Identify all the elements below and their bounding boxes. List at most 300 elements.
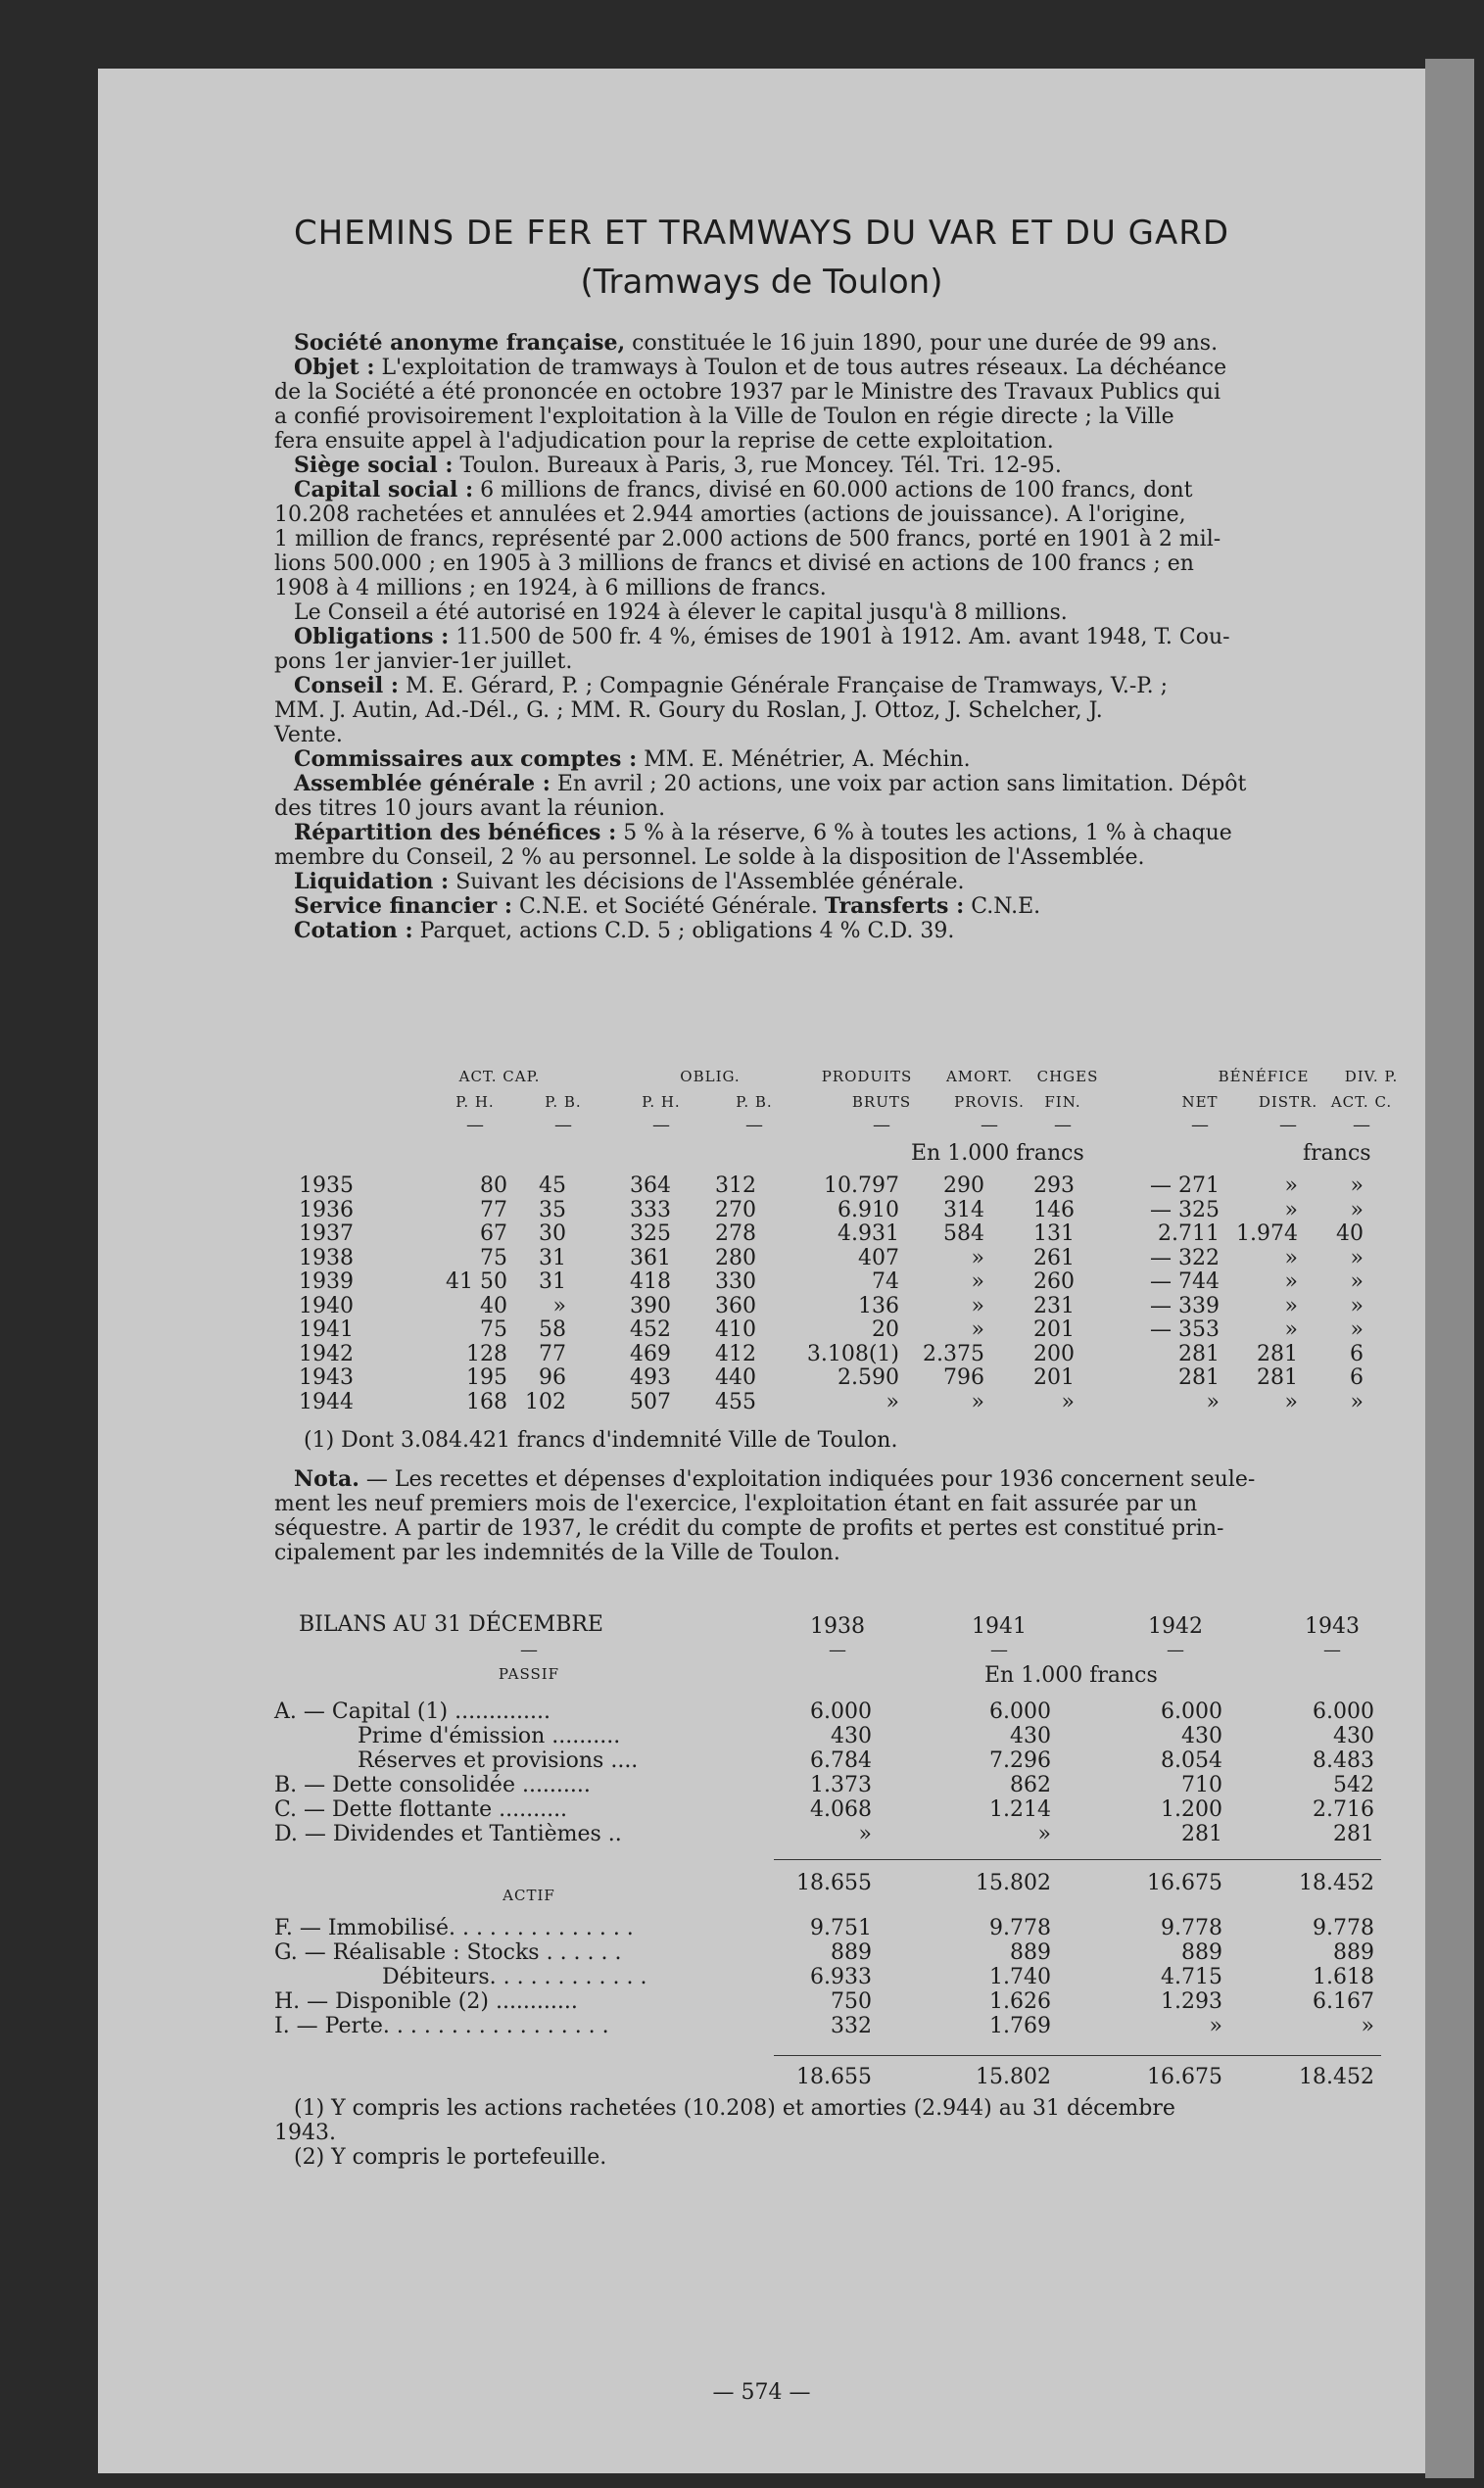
table-cell: 440 bbox=[715, 1365, 756, 1390]
table-cell: 6 bbox=[1350, 1365, 1364, 1390]
bold-label: Capital social : bbox=[294, 477, 474, 502]
table-cell: » bbox=[971, 1269, 984, 1294]
table-group-header: PRODUITS bbox=[821, 1068, 913, 1085]
company-description bbox=[274, 331, 1371, 943]
table-cell: 452 bbox=[630, 1317, 671, 1342]
text-segment: constituée le 16 juin 1890, pour une durée de 99 ans. bbox=[625, 331, 1219, 356]
table-cell: » bbox=[1284, 1245, 1298, 1270]
table-cell: » bbox=[1350, 1197, 1364, 1222]
text-segment: a confié provisoirement l'exploitation à la Ville de Toulon en régie directe ; la Ville bbox=[274, 405, 1174, 429]
row-value: 1.293 bbox=[1161, 1989, 1222, 2014]
row-label: C. — Dette flottante .......... bbox=[274, 1797, 568, 1822]
table-cell: » bbox=[1350, 1389, 1364, 1414]
total-value: 18.452 bbox=[1299, 2065, 1374, 2089]
text-line bbox=[274, 747, 1371, 772]
bold-label: Nota. bbox=[294, 1466, 359, 1492]
table-cell: » bbox=[1284, 1389, 1298, 1414]
row-label: D. — Dividendes et Tantièmes .. bbox=[274, 1822, 622, 1846]
text-line bbox=[274, 600, 1371, 625]
actif-label: ACTIF bbox=[503, 1887, 555, 1904]
table-cell: 128 bbox=[466, 1341, 507, 1366]
text-line bbox=[274, 405, 1371, 429]
text-line bbox=[274, 723, 1371, 747]
table-cell: 1941 bbox=[299, 1317, 354, 1342]
table-cell: » bbox=[1284, 1317, 1298, 1342]
table-cell: » bbox=[1284, 1269, 1298, 1294]
table-cell: 281 bbox=[1257, 1365, 1298, 1390]
table-cell: 10.797 bbox=[824, 1173, 899, 1198]
table-sub-header: P. B. bbox=[736, 1093, 773, 1111]
text-segment: MM. E. Ménétrier, A. Méchin. bbox=[637, 747, 971, 772]
header-dash: — bbox=[1054, 1115, 1072, 1135]
bilans-unit: En 1.000 francs bbox=[984, 1663, 1158, 1688]
table-cell: 2.711 bbox=[1158, 1221, 1220, 1246]
row-value: 9.778 bbox=[1313, 1916, 1374, 1940]
table-cell: 1936 bbox=[299, 1197, 354, 1222]
bold-label: Transferts : bbox=[824, 893, 965, 919]
nota-paragraph bbox=[274, 1467, 1371, 1565]
table-cell: » bbox=[1350, 1245, 1364, 1270]
table-sub-header: PROVIS. bbox=[954, 1093, 1025, 1111]
table-cell: 74 bbox=[872, 1269, 899, 1294]
text-line bbox=[274, 796, 1371, 821]
row-value: 9.751 bbox=[810, 1916, 872, 1940]
text-line bbox=[274, 649, 1371, 674]
text-segment: pons 1er janvier-1er juillet. bbox=[274, 649, 573, 674]
table-cell: » bbox=[1284, 1197, 1298, 1222]
table-cell: 293 bbox=[1033, 1173, 1075, 1198]
table-cell: 75 bbox=[480, 1317, 507, 1342]
header-dash: — bbox=[745, 1115, 763, 1135]
table-cell: 1935 bbox=[299, 1173, 354, 1198]
bilans-year: 1942 bbox=[1148, 1614, 1203, 1639]
table-cell: 195 bbox=[466, 1365, 507, 1390]
text-line bbox=[274, 772, 1371, 796]
total-value: 18.655 bbox=[796, 1871, 872, 1895]
table-cell: 136 bbox=[858, 1293, 899, 1318]
table-cell: 1944 bbox=[299, 1389, 354, 1414]
text-segment: — Les recettes et dépenses d'exploitation indiquées pour 1936 concernent seule- bbox=[359, 1467, 1256, 1492]
year-dash: — bbox=[990, 1640, 1008, 1660]
table-cell: 314 bbox=[943, 1197, 984, 1222]
table-cell: » bbox=[971, 1245, 984, 1270]
row-value: 281 bbox=[1333, 1822, 1374, 1846]
table-group-header: BÉNÉFICE bbox=[1218, 1068, 1310, 1085]
row-label: Prime d'émission .......... bbox=[358, 1724, 621, 1748]
table-cell: 168 bbox=[466, 1389, 507, 1414]
total-rule bbox=[774, 2055, 1381, 2056]
table-cell: 364 bbox=[630, 1173, 671, 1198]
table-cell: — 271 bbox=[1150, 1173, 1220, 1198]
table-cell: 455 bbox=[715, 1389, 756, 1414]
table-cell: 1940 bbox=[299, 1293, 354, 1318]
table-cell: 290 bbox=[943, 1173, 984, 1198]
table-cell: — 322 bbox=[1150, 1245, 1220, 1270]
stats-footnote: (1) Dont 3.084.421 francs d'indemnité Ville de Toulon. bbox=[304, 1428, 898, 1453]
page-title: CHEMINS DE FER ET TRAMWAYS DU VAR ET DU GARD bbox=[293, 214, 1230, 253]
table-cell: » bbox=[1284, 1293, 1298, 1318]
table-cell: 493 bbox=[630, 1365, 671, 1390]
bold-label: Service financier : bbox=[294, 893, 513, 919]
passif-dash: — bbox=[520, 1640, 538, 1660]
bold-label: Répartition des bénéfices : bbox=[294, 820, 617, 845]
text-line bbox=[274, 845, 1371, 870]
row-value: 281 bbox=[1181, 1822, 1222, 1846]
text-segment: 5 % à la réserve, 6 % à toutes les actions, 1 % à chaque bbox=[616, 821, 1232, 845]
row-value: 889 bbox=[1333, 1940, 1374, 1965]
text-line bbox=[274, 870, 1371, 894]
table-cell: » bbox=[971, 1389, 984, 1414]
row-label: Débiteurs. . . . . . . . . . . . bbox=[382, 1965, 647, 1989]
row-label: F. — Immobilisé. . . . . . . . . . . . . . bbox=[274, 1916, 634, 1940]
bilans-note: (2) Y compris le portefeuille. bbox=[294, 2145, 607, 2170]
table-cell: » bbox=[552, 1293, 566, 1318]
header-dash: — bbox=[981, 1115, 998, 1135]
text-line bbox=[274, 1492, 1371, 1516]
bilans-note: (1) Y compris les actions rachetées (10.208) et amorties (2.944) au 31 décembre bbox=[294, 2096, 1175, 2121]
table-cell: 201 bbox=[1033, 1317, 1075, 1342]
text-line bbox=[274, 1516, 1371, 1541]
table-group-header: OBLIG. bbox=[680, 1068, 741, 1085]
bold-label: Assemblée générale : bbox=[294, 771, 551, 796]
text-line bbox=[274, 821, 1371, 845]
text-line bbox=[274, 551, 1371, 576]
table-cell: » bbox=[1350, 1173, 1364, 1198]
text-segment: Toulon. Bureaux à Paris, 3, rue Moncey. Tél. Tri. 12-95. bbox=[453, 454, 1062, 478]
table-cell: 20 bbox=[872, 1317, 899, 1342]
table-cell: 31 bbox=[539, 1245, 566, 1270]
row-value: 750 bbox=[831, 1989, 872, 2014]
bilans-note: 1943. bbox=[274, 2121, 336, 2145]
table-cell: 469 bbox=[630, 1341, 671, 1366]
table-cell: 281 bbox=[1178, 1341, 1220, 1366]
total-value: 18.655 bbox=[796, 2065, 872, 2089]
row-value: 6.784 bbox=[810, 1748, 872, 1773]
table-cell: 31 bbox=[539, 1269, 566, 1294]
row-value: 1.214 bbox=[989, 1797, 1051, 1822]
text-segment: C.N.E. bbox=[964, 894, 1041, 919]
table-cell: 35 bbox=[539, 1197, 566, 1222]
table-cell: 325 bbox=[630, 1221, 671, 1246]
table-cell: 278 bbox=[715, 1221, 756, 1246]
text-segment: 11.500 de 500 fr. 4 %, émises de 1901 à 1912. Am. avant 1948, T. Cou- bbox=[449, 625, 1230, 649]
text-line bbox=[274, 698, 1371, 723]
table-cell: » bbox=[1061, 1389, 1075, 1414]
table-cell: 6.910 bbox=[838, 1197, 899, 1222]
table-cell: 40 bbox=[1336, 1221, 1364, 1246]
table-cell: 333 bbox=[630, 1197, 671, 1222]
table-cell: » bbox=[1284, 1173, 1298, 1198]
bold-label: Siège social : bbox=[294, 453, 454, 478]
table-cell: 146 bbox=[1033, 1197, 1075, 1222]
page-number: — 574 — bbox=[712, 2380, 811, 2405]
text-segment: cipalement par les indemnités de la Ville de Toulon. bbox=[274, 1541, 840, 1565]
row-label: A. — Capital (1) .............. bbox=[274, 1699, 551, 1724]
total-value: 15.802 bbox=[976, 2065, 1051, 2089]
row-label: H. — Disponible (2) ............ bbox=[274, 1989, 578, 2014]
table-sub-header: FIN. bbox=[1044, 1093, 1081, 1111]
table-cell: 3.108(1) bbox=[806, 1341, 899, 1366]
table-cell: 4.931 bbox=[838, 1221, 899, 1246]
table-cell: 361 bbox=[630, 1245, 671, 1270]
table-cell: 1943 bbox=[299, 1365, 354, 1390]
table-cell: » bbox=[1350, 1293, 1364, 1318]
table-cell: 77 bbox=[539, 1341, 566, 1366]
row-value: 6.167 bbox=[1313, 1989, 1374, 2014]
text-line bbox=[274, 894, 1371, 919]
table-cell: — 744 bbox=[1150, 1269, 1220, 1294]
table-cell: 200 bbox=[1033, 1341, 1075, 1366]
bilans-notes bbox=[274, 2096, 1381, 2170]
row-value: 9.778 bbox=[989, 1916, 1051, 1940]
header-dash: — bbox=[873, 1115, 890, 1135]
row-value: 6.933 bbox=[810, 1965, 872, 1989]
unit-label-right: francs bbox=[1303, 1141, 1371, 1166]
text-line bbox=[274, 674, 1371, 698]
table-cell: 77 bbox=[480, 1197, 507, 1222]
row-value: 6.000 bbox=[989, 1699, 1051, 1724]
text-line bbox=[274, 356, 1371, 380]
row-value: » bbox=[1361, 2014, 1374, 2038]
table-cell: 1939 bbox=[299, 1269, 354, 1294]
table-cell: 390 bbox=[630, 1293, 671, 1318]
text-line bbox=[274, 380, 1371, 405]
row-value: 1.740 bbox=[989, 1965, 1051, 1989]
text-segment: M. E. Gérard, P. ; Compagnie Générale Française de Tramways, V.-P. ; bbox=[399, 674, 1169, 698]
row-value: » bbox=[1209, 2014, 1222, 2038]
header-dash: — bbox=[1353, 1115, 1370, 1135]
table-cell: 418 bbox=[630, 1269, 671, 1294]
table-sub-header: DISTR. bbox=[1258, 1093, 1318, 1111]
text-line bbox=[274, 331, 1371, 356]
text-line bbox=[274, 429, 1371, 454]
table-cell: 201 bbox=[1033, 1365, 1075, 1390]
table-cell: — 339 bbox=[1150, 1293, 1220, 1318]
bilans-year: 1943 bbox=[1305, 1614, 1360, 1639]
header-dash: — bbox=[1279, 1115, 1297, 1135]
row-value: 430 bbox=[1010, 1724, 1051, 1748]
header-dash: — bbox=[554, 1115, 572, 1135]
table-cell: 96 bbox=[539, 1365, 566, 1390]
text-line bbox=[274, 919, 1371, 943]
bold-label: Société anonyme française, bbox=[294, 330, 626, 356]
table-cell: 41 50 bbox=[446, 1269, 507, 1294]
table-cell: 410 bbox=[715, 1317, 756, 1342]
table-cell: 2.375 bbox=[923, 1341, 984, 1366]
row-value: 6.000 bbox=[1161, 1699, 1222, 1724]
row-value: 889 bbox=[831, 1940, 872, 1965]
row-value: 6.000 bbox=[810, 1699, 872, 1724]
table-cell: 131 bbox=[1033, 1221, 1075, 1246]
text-line bbox=[274, 1541, 1371, 1565]
table-cell: 260 bbox=[1033, 1269, 1075, 1294]
text-segment: En avril ; 20 actions, une voix par action sans limitation. Dépôt bbox=[550, 772, 1247, 796]
table-cell: » bbox=[971, 1317, 984, 1342]
table-cell: 80 bbox=[480, 1173, 507, 1198]
page-subtitle: (Tramways de Toulon) bbox=[580, 263, 943, 302]
passif-label: PASSIF bbox=[498, 1665, 560, 1683]
text-segment: 10.208 rachetées et annulées et 2.944 amorties (actions de jouissance). A l'origine, bbox=[274, 502, 1186, 527]
table-cell: » bbox=[971, 1293, 984, 1318]
text-segment: séquestre. A partir de 1937, le crédit du compte de profits et pertes est constitué prin- bbox=[274, 1516, 1224, 1541]
row-value: 542 bbox=[1333, 1773, 1374, 1797]
row-value: 6.000 bbox=[1313, 1699, 1374, 1724]
text-line bbox=[274, 576, 1371, 600]
table-cell: 102 bbox=[525, 1389, 566, 1414]
text-segment: Le Conseil a été autorisé en 1924 à élever le capital jusqu'à 8 millions. bbox=[294, 600, 1068, 625]
table-cell: 281 bbox=[1257, 1341, 1298, 1366]
table-cell: 584 bbox=[943, 1221, 984, 1246]
bold-label: Obligations : bbox=[294, 624, 450, 649]
table-cell: 58 bbox=[539, 1317, 566, 1342]
table-cell: 412 bbox=[715, 1341, 756, 1366]
table-cell: 261 bbox=[1033, 1245, 1075, 1270]
text-segment: de la Société a été prononcée en octobre 1937 par le Ministre des Travaux Publics qui bbox=[274, 380, 1221, 405]
table-cell: 281 bbox=[1178, 1365, 1220, 1390]
table-cell: — 325 bbox=[1150, 1197, 1220, 1222]
text-line bbox=[274, 478, 1371, 502]
bilans-title: BILANS AU 31 DÉCEMBRE bbox=[299, 1612, 603, 1637]
bold-label: Objet : bbox=[294, 355, 375, 380]
bold-label: Cotation : bbox=[294, 918, 413, 943]
table-cell: 231 bbox=[1033, 1293, 1075, 1318]
bilans-year: 1941 bbox=[972, 1614, 1027, 1639]
row-value: 889 bbox=[1010, 1940, 1051, 1965]
table-cell: 1937 bbox=[299, 1221, 354, 1246]
table-group-header: CHGES bbox=[1036, 1068, 1099, 1085]
table-cell: 280 bbox=[715, 1245, 756, 1270]
table-cell: 67 bbox=[480, 1221, 507, 1246]
header-dash: — bbox=[1191, 1115, 1209, 1135]
row-value: 1.626 bbox=[989, 1989, 1051, 2014]
row-value: 7.296 bbox=[989, 1748, 1051, 1773]
row-value: 1.373 bbox=[810, 1773, 872, 1797]
text-segment: L'exploitation de tramways à Toulon et de tous autres réseaux. La déchéance bbox=[374, 356, 1227, 380]
table-sub-header: BRUTS bbox=[851, 1093, 912, 1111]
table-cell: » bbox=[1350, 1317, 1364, 1342]
row-value: 862 bbox=[1010, 1773, 1051, 1797]
header-dash: — bbox=[652, 1115, 670, 1135]
table-sub-header: ACT. C. bbox=[1330, 1093, 1393, 1111]
row-value: » bbox=[1037, 1822, 1051, 1846]
table-cell: 6 bbox=[1350, 1341, 1364, 1366]
row-label: Réserves et provisions .... bbox=[358, 1748, 639, 1773]
total-rule bbox=[774, 1859, 1381, 1860]
table-cell: 40 bbox=[480, 1293, 507, 1318]
text-segment: 1908 à 4 millions ; en 1924, à 6 millions de francs. bbox=[274, 576, 827, 600]
row-value: 1.618 bbox=[1313, 1965, 1374, 1989]
bold-label: Commissaires aux comptes : bbox=[294, 746, 638, 772]
bilans-year: 1938 bbox=[810, 1614, 865, 1639]
table-cell: 312 bbox=[715, 1173, 756, 1198]
table-sub-header: P. H. bbox=[455, 1093, 495, 1111]
header-dash: — bbox=[466, 1115, 484, 1135]
row-value: 2.716 bbox=[1313, 1797, 1374, 1822]
text-segment: Vente. bbox=[274, 723, 343, 747]
text-segment: Suivant les décisions de l'Assemblée générale. bbox=[449, 870, 965, 894]
text-segment: ment les neuf premiers mois de l'exercice, l'exploitation étant en fait assurée par un bbox=[274, 1492, 1198, 1516]
table-cell: 360 bbox=[715, 1293, 756, 1318]
text-line bbox=[274, 527, 1371, 551]
table-group-header: ACT. CAP. bbox=[458, 1068, 541, 1085]
text-line bbox=[274, 454, 1371, 478]
row-value: 8.054 bbox=[1161, 1748, 1222, 1773]
row-value: 889 bbox=[1181, 1940, 1222, 1965]
table-cell: 2.590 bbox=[838, 1365, 899, 1390]
row-value: 332 bbox=[831, 2014, 872, 2038]
text-segment: des titres 10 jours avant la réunion. bbox=[274, 796, 666, 821]
row-value: 710 bbox=[1181, 1773, 1222, 1797]
text-segment: C.N.E. et Société Générale. bbox=[512, 894, 825, 919]
table-cell: » bbox=[1206, 1389, 1220, 1414]
bold-label: Liquidation : bbox=[294, 869, 450, 894]
table-sub-header: NET bbox=[1181, 1093, 1219, 1111]
table-group-header: DIV. P. bbox=[1344, 1068, 1399, 1085]
row-label: B. — Dette consolidée .......... bbox=[274, 1773, 591, 1797]
row-value: 4.715 bbox=[1161, 1965, 1222, 1989]
table-sub-header: P. B. bbox=[545, 1093, 582, 1111]
text-segment: fera ensuite appel à l'adjudication pour la reprise de cette exploitation. bbox=[274, 429, 1054, 454]
row-value: 430 bbox=[1181, 1724, 1222, 1748]
total-value: 15.802 bbox=[976, 1871, 1051, 1895]
table-cell: 1.974 bbox=[1236, 1221, 1298, 1246]
row-value: » bbox=[858, 1822, 872, 1846]
year-dash: — bbox=[829, 1640, 846, 1660]
unit-label: En 1.000 francs bbox=[911, 1141, 1084, 1166]
document-page bbox=[98, 69, 1425, 2473]
year-dash: — bbox=[1323, 1640, 1341, 1660]
row-value: 4.068 bbox=[810, 1797, 872, 1822]
table-cell: 30 bbox=[539, 1221, 566, 1246]
table-cell: 507 bbox=[630, 1389, 671, 1414]
row-value: 8.483 bbox=[1313, 1748, 1374, 1773]
table-cell: 45 bbox=[539, 1173, 566, 1198]
total-value: 18.452 bbox=[1299, 1871, 1374, 1895]
table-sub-header: P. H. bbox=[642, 1093, 681, 1111]
text-segment: 1 million de francs, représenté par 2.000 actions de 500 francs, porté en 1901 à 2 mil- bbox=[274, 527, 1221, 551]
page-edge bbox=[1425, 59, 1474, 2478]
table-cell: » bbox=[1350, 1269, 1364, 1294]
text-line bbox=[274, 502, 1371, 527]
row-value: 9.778 bbox=[1161, 1916, 1222, 1940]
row-value: 430 bbox=[831, 1724, 872, 1748]
row-value: 1.769 bbox=[989, 2014, 1051, 2038]
table-cell: » bbox=[886, 1389, 899, 1414]
bold-label: Conseil : bbox=[294, 673, 400, 698]
text-line bbox=[274, 1467, 1371, 1492]
table-cell: 75 bbox=[480, 1245, 507, 1270]
table-cell: 1942 bbox=[299, 1341, 354, 1366]
row-value: 430 bbox=[1333, 1724, 1374, 1748]
text-segment: membre du Conseil, 2 % au personnel. Le solde à la disposition de l'Assemblée. bbox=[274, 845, 1145, 870]
text-segment: Parquet, actions C.D. 5 ; obligations 4 % C.D. 39. bbox=[412, 919, 955, 943]
year-dash: — bbox=[1167, 1640, 1184, 1660]
table-cell: 407 bbox=[858, 1245, 899, 1270]
text-segment: lions 500.000 ; en 1905 à 3 millions de francs et divisé en actions de 100 francs ; en bbox=[274, 551, 1194, 576]
text-segment: MM. J. Autin, Ad.-Dél., G. ; MM. R. Goury du Roslan, J. Ottoz, J. Schelcher, J. bbox=[274, 698, 1103, 723]
total-value: 16.675 bbox=[1147, 1871, 1222, 1895]
row-label: G. — Réalisable : Stocks . . . . . . bbox=[274, 1940, 622, 1965]
row-label: I. — Perte. . . . . . . . . . . . . . . . . bbox=[274, 2014, 609, 2038]
table-cell: — 353 bbox=[1150, 1317, 1220, 1342]
text-segment: 6 millions de francs, divisé en 60.000 actions de 100 francs, dont bbox=[473, 478, 1193, 502]
table-cell: 1938 bbox=[299, 1245, 354, 1270]
row-value: 1.200 bbox=[1161, 1797, 1222, 1822]
total-value: 16.675 bbox=[1147, 2065, 1222, 2089]
text-line bbox=[274, 625, 1371, 649]
table-cell: 330 bbox=[715, 1269, 756, 1294]
table-cell: 796 bbox=[943, 1365, 984, 1390]
